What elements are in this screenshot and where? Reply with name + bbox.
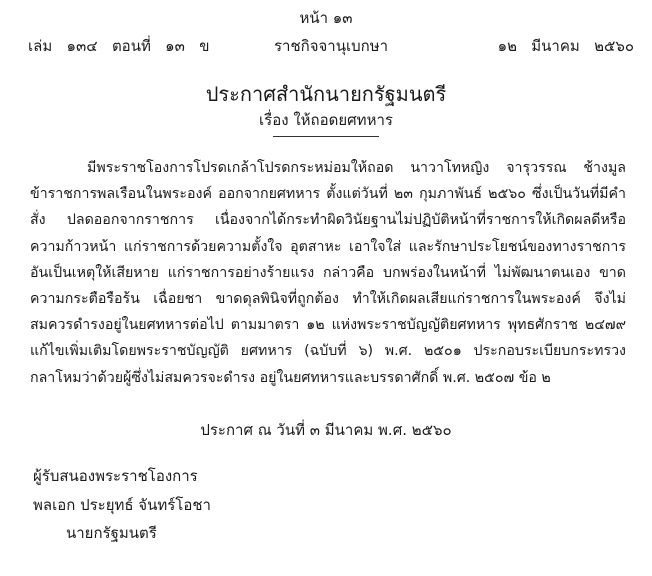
signatory-name: พลเอก ประยุทธ์ จันทร์โอชา (33, 496, 211, 514)
gazette-header (28, 34, 634, 58)
document-subject: เรื่อง ให้ถอดยศทหาร (259, 111, 393, 129)
volume-issue: เล่ม ๑๓๔ ตอนที่ ๑๓ ข (28, 37, 210, 55)
announcement-date: ประกาศ ณ วันที่ ๓ มีนาคม พ.ศ. ๒๕๖๐ (200, 421, 452, 439)
signatory-position: นายกรัฐมนตรี (66, 524, 157, 542)
page-number: หน้า ๑๓ (299, 9, 353, 27)
document-body (30, 155, 626, 391)
publication-date: ๑๒ มีนาคม ๒๕๖๐ (497, 37, 634, 55)
body-paragraph: มีพระราชโองการโปรดเกล้าโปรดกระหม่อมให้ถอด นาวาโทหญิง จารุวรรณ ช้างมูล ข้าราชการพลเรือนในพระองค์ ออกจากยศทหาร ตั้งแต่วันที่ ๒๓ กุมภาพันธ์ ๒๕๖๐ ซึ่งเป็นวันที่มีคำสั่ง ปลดออกจากราชการ เนื่องจากได้กระทำผิดวินัยฐานไม่ปฏิบัติหน้าที่ราชการให้เกิดผลดีหรือความก้าวหน้า แก่ราชการด้วยความตั้งใจ อุตสาหะ เอาใจใส่ และรักษาประโยชน์ของทางราชการ อันเป็นเหตุให้เสียหาย แก่ราชการอย่างร้ายแรง กล่าวคือ บกพร่องในหน้าที่ ไม่พัฒนาตนเอง ขาดความกระตือรือร้น เฉื่อยชา ขาดดุลพินิจที่ถูกต้อง ทำให้เกิดผลเสียแก่ราชการในพระองค์ จึงไม่สมควรดำรงอยู่ในยศทหารต่อไป ตามมาตรา ๑๒ แห่งพระราชบัญญัติยศทหาร พุทธศักราช ๒๔๗๙ แก้ไขเพิ่มเติมโดยพระราชบัญญัติ ยศทหาร (ฉบับที่ ๖) พ.ศ. ๒๕๐๑ ประกอบระเบียบกระทรวงกลาโหมว่าด้วยผู้ซึ่งไม่สมควรจะดำรง อยู่ในยศทหารและบรรดาศักดิ์ พ.ศ. ๒๕๐๗ ข้อ ๒ (30, 160, 626, 386)
countersign-label: ผู้รับสนองพระราชโองการ (33, 467, 198, 485)
gazette-name: ราชกิจจานุเบกษา (273, 37, 389, 55)
subject-divider (273, 136, 379, 137)
document-title: ประกาศสำนักนายกรัฐมนตรี (205, 82, 447, 106)
